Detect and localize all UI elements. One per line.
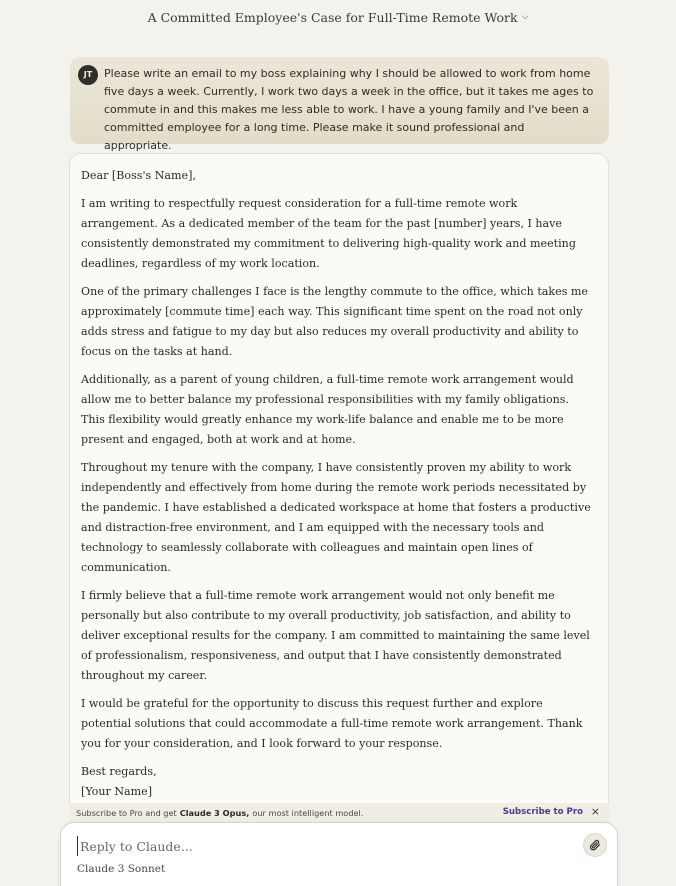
conversation-title-bar[interactable] xyxy=(0,0,676,34)
reply-composer xyxy=(60,822,618,886)
user-message xyxy=(70,57,609,152)
pro-upsell-banner xyxy=(69,803,609,823)
promo-model-name: Claude 3 Opus, xyxy=(179,808,250,818)
email-paragraph: Additionally, as a parent of young children, a full-time remote work arrangement would allow me to better balance my professional responsibilities with my family obligations. This flexibility would greatly enhance my work-life balance and enable me to be more present and engaged, both at work and at home. xyxy=(81,373,574,446)
promo-text-before: Subscribe to Pro and get xyxy=(76,808,177,818)
reply-input[interactable] xyxy=(77,836,557,856)
email-paragraph: I am writing to respectfully request consideration for a full-time remote work arrangement. As a dedicated member of the team for the past [number] years, I have consistently demonstrated my commitment to delivering high-quality work and meeting deadlines, regardless of my work location. xyxy=(81,197,576,270)
conversation-title[interactable]: A Committed Employee's Case for Full-Time Remote Work xyxy=(147,9,518,25)
email-greeting: Dear [Boss's Name], xyxy=(81,169,196,182)
subscribe-to-pro-link[interactable]: Subscribe to Pro xyxy=(502,807,583,817)
model-selector[interactable]: Claude 3 Sonnet xyxy=(77,863,166,875)
email-paragraph: Throughout my tenure with the company, I have consistently proven my ability to work independently and effectively from home during the remote work periods necessitated by the pandemic. I have established a dedicated workspace at home that fosters a productive and distraction-free environment, and I am equipped with the necessary tools and technology to seamlessly collaborate with colleagues and maintain open lines of communication. xyxy=(81,461,591,574)
assistant-message xyxy=(69,153,609,813)
user-message-text: Please write an email to my boss explaining why I should be allowed to work from home five days a week. Currently, I work two days a week in the office, but it takes me ages to commute in and this makes me less able to work. I have a young family and I've been a committed employee for a long time. Please make it sound professional and appropriate. xyxy=(104,67,594,152)
paperclip-icon xyxy=(589,839,601,851)
attach-file-button[interactable] xyxy=(583,833,607,857)
chevron-down-icon[interactable]: ⌵ xyxy=(521,12,529,22)
email-paragraph: I would be grateful for the opportunity to discuss this request further and explore potential solutions that could accommodate a full-time remote work arrangement. Thank you for your consideration, and I look forward to your response. xyxy=(81,697,583,750)
email-paragraph: One of the primary challenges I face is the lengthy commute to the office, which takes me approximately [commute time] each way. This significant time spent on the road not only adds stress and fatigue to my day but also reduces my overall productivity and ability to focus on the tasks at hand. xyxy=(81,285,588,358)
promo-text-after: our most intelligent model. xyxy=(252,808,364,818)
email-paragraph: I firmly believe that a full-time remote work arrangement would not only benefit me personally but also contribute to my overall productivity, job satisfaction, and ability to deliver exceptional results for the company. I am committed to maintaining the same level of professionalism, responsiveness, and output that I have consistently demonstrated throughout my career. xyxy=(81,589,590,682)
email-closing: Best regards, xyxy=(81,765,157,778)
user-avatar: JT xyxy=(78,65,98,85)
close-icon[interactable]: × xyxy=(590,805,600,818)
email-signature: [Your Name] xyxy=(81,785,153,798)
